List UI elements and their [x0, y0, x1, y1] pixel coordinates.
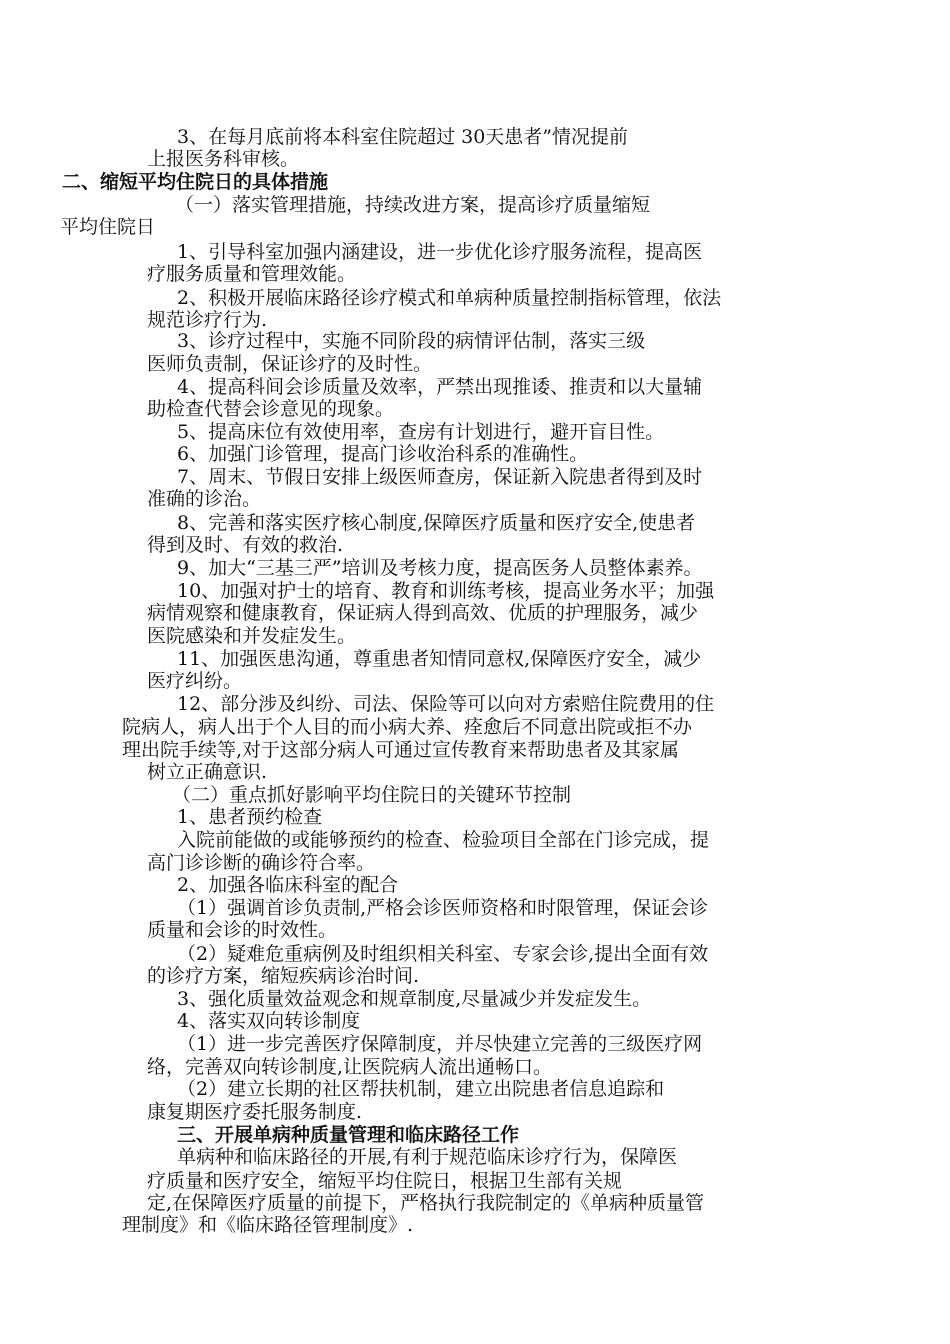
text-line: 助检查代替会诊意见的现象。	[147, 398, 395, 420]
section-heading: 二、缩短平均住院日的具体措施	[62, 171, 329, 193]
text-line: 8、完善和落实医疗核心制度,保障医疗质量和医疗安全,使患者	[177, 512, 696, 534]
text-line: 病情观察和健康教育，保证病人得到高效、优质的护理服务，减少	[147, 602, 699, 624]
text-line: 规范诊疗行为.	[147, 309, 268, 331]
text-line: 10、加强对护士的培育、教育和训练考核，提高业务水平；加强	[177, 580, 715, 602]
text-line: 4、提高科间会诊质量及效率，严禁出现推诿、推责和以大量辅	[177, 376, 703, 398]
text-line: 高门诊诊断的确诊符合率。	[147, 852, 376, 874]
text-line: 准确的诊治。	[147, 488, 262, 510]
text-line: 3、在每月底前将本科室住院超过 30天患者”情况提前	[177, 126, 629, 148]
text-line: 单病种和临床路径的开展,有利于规范临床诊疗行为，保障医	[177, 1146, 678, 1168]
text-line: 上报医务科审核。	[147, 148, 300, 170]
text-line: 理制度》和《临床路径管理制度》.	[122, 1214, 414, 1236]
text-line: 医师负责制，保证诊疗的及时性。	[147, 353, 433, 375]
text-line: 康复期医疗委托服务制度.	[147, 1101, 363, 1123]
text-line: （2）疑难危重病例及时组织相关科室、专家会诊,提出全面有效	[177, 943, 709, 965]
section-heading: 三、开展单病种质量管理和临床路径工作	[177, 1124, 520, 1146]
text-line: 2、加强各临床科室的配合	[177, 874, 399, 896]
text-line: 医院感染和并发症发生。	[147, 625, 357, 647]
subsection-heading: （二）重点抓好影响平均住院日的关键环节控制	[172, 784, 572, 806]
text-line: 平均住院日	[60, 216, 156, 238]
text-line: 络，完善双向转诊制度,让医院病人流出通畅口。	[147, 1056, 553, 1078]
text-line: 疗质量和医疗安全，缩短平均住院日，根据卫生部有关规	[147, 1170, 623, 1192]
text-line: 9、加大“三基三严”培训及考核力度，提高医务人员整体素养。	[177, 557, 703, 579]
text-line: 树立正确意识.	[147, 761, 268, 783]
text-line: 质量和会诊的时效性。	[147, 919, 338, 941]
text-line: 定,在保障医疗质量的前提下，严格执行我院制定的《单病种质量管	[147, 1192, 705, 1214]
text-line: 1、引导科室加强内涵建设，进一步优化诊疗服务流程，提高医	[177, 241, 703, 263]
text-line: 5、提高床位有效使用率，查房有计划进行，避开盲目性。	[177, 421, 665, 443]
text-line: （一）落实管理措施，持续改进方案，提高诊疗质量缩短	[175, 194, 651, 216]
text-line: 12、部分涉及纠纷、司法、保险等可以向对方索赔住院费用的住	[177, 693, 715, 715]
text-line: 1、患者预约检查	[177, 806, 323, 828]
text-line: （1）进一步完善医疗保障制度，并尽快建立完善的三级医疗网	[177, 1033, 703, 1055]
text-line: 3、强化质量效益观念和规章制度,尽量减少并发症发生。	[177, 988, 652, 1010]
text-line: 的诊疗方案，缩短疾病诊治时间.	[147, 965, 420, 987]
text-line: 6、加强门诊管理，提高门诊收治科系的准确性。	[177, 443, 589, 465]
text-line: 3、诊疗过程中，实施不同阶段的病情评估制，落实三级	[177, 330, 646, 352]
text-line: 医疗纠纷。	[147, 670, 243, 692]
text-line: 2、积极开展临床路径诊疗模式和单病种质量控制指标管理，依法	[177, 287, 722, 309]
text-line: 11、加强医患沟通，尊重患者知情同意权,保障医疗安全，减少	[177, 648, 702, 670]
text-line: 4、落实双向转诊制度	[177, 1010, 361, 1032]
text-line: 7、周末、节假日安排上级医师查房，保证新入院患者得到及时	[177, 466, 703, 488]
text-line: （1）强调首诊负责制,严格会诊医师资格和时限管理，保证会诊	[177, 897, 709, 919]
text-line: 入院前能做的或能够预约的检查、检验项目全部在门诊完成，提	[177, 829, 710, 851]
text-line: 理出院手续等,对于这部分病人可通过宣传教育来帮助患者及其家属	[122, 739, 680, 761]
text-line: 疗服务质量和管理效能。	[147, 263, 357, 285]
text-line: 得到及时、有效的救治.	[147, 534, 344, 556]
text-line: （2）建立长期的社区帮扶机制，建立出院患者信息追踪和	[177, 1078, 665, 1100]
text-line: 院病人，病人出于个人目的而小病大养、痊愈后不同意出院或拒不办	[122, 716, 693, 738]
